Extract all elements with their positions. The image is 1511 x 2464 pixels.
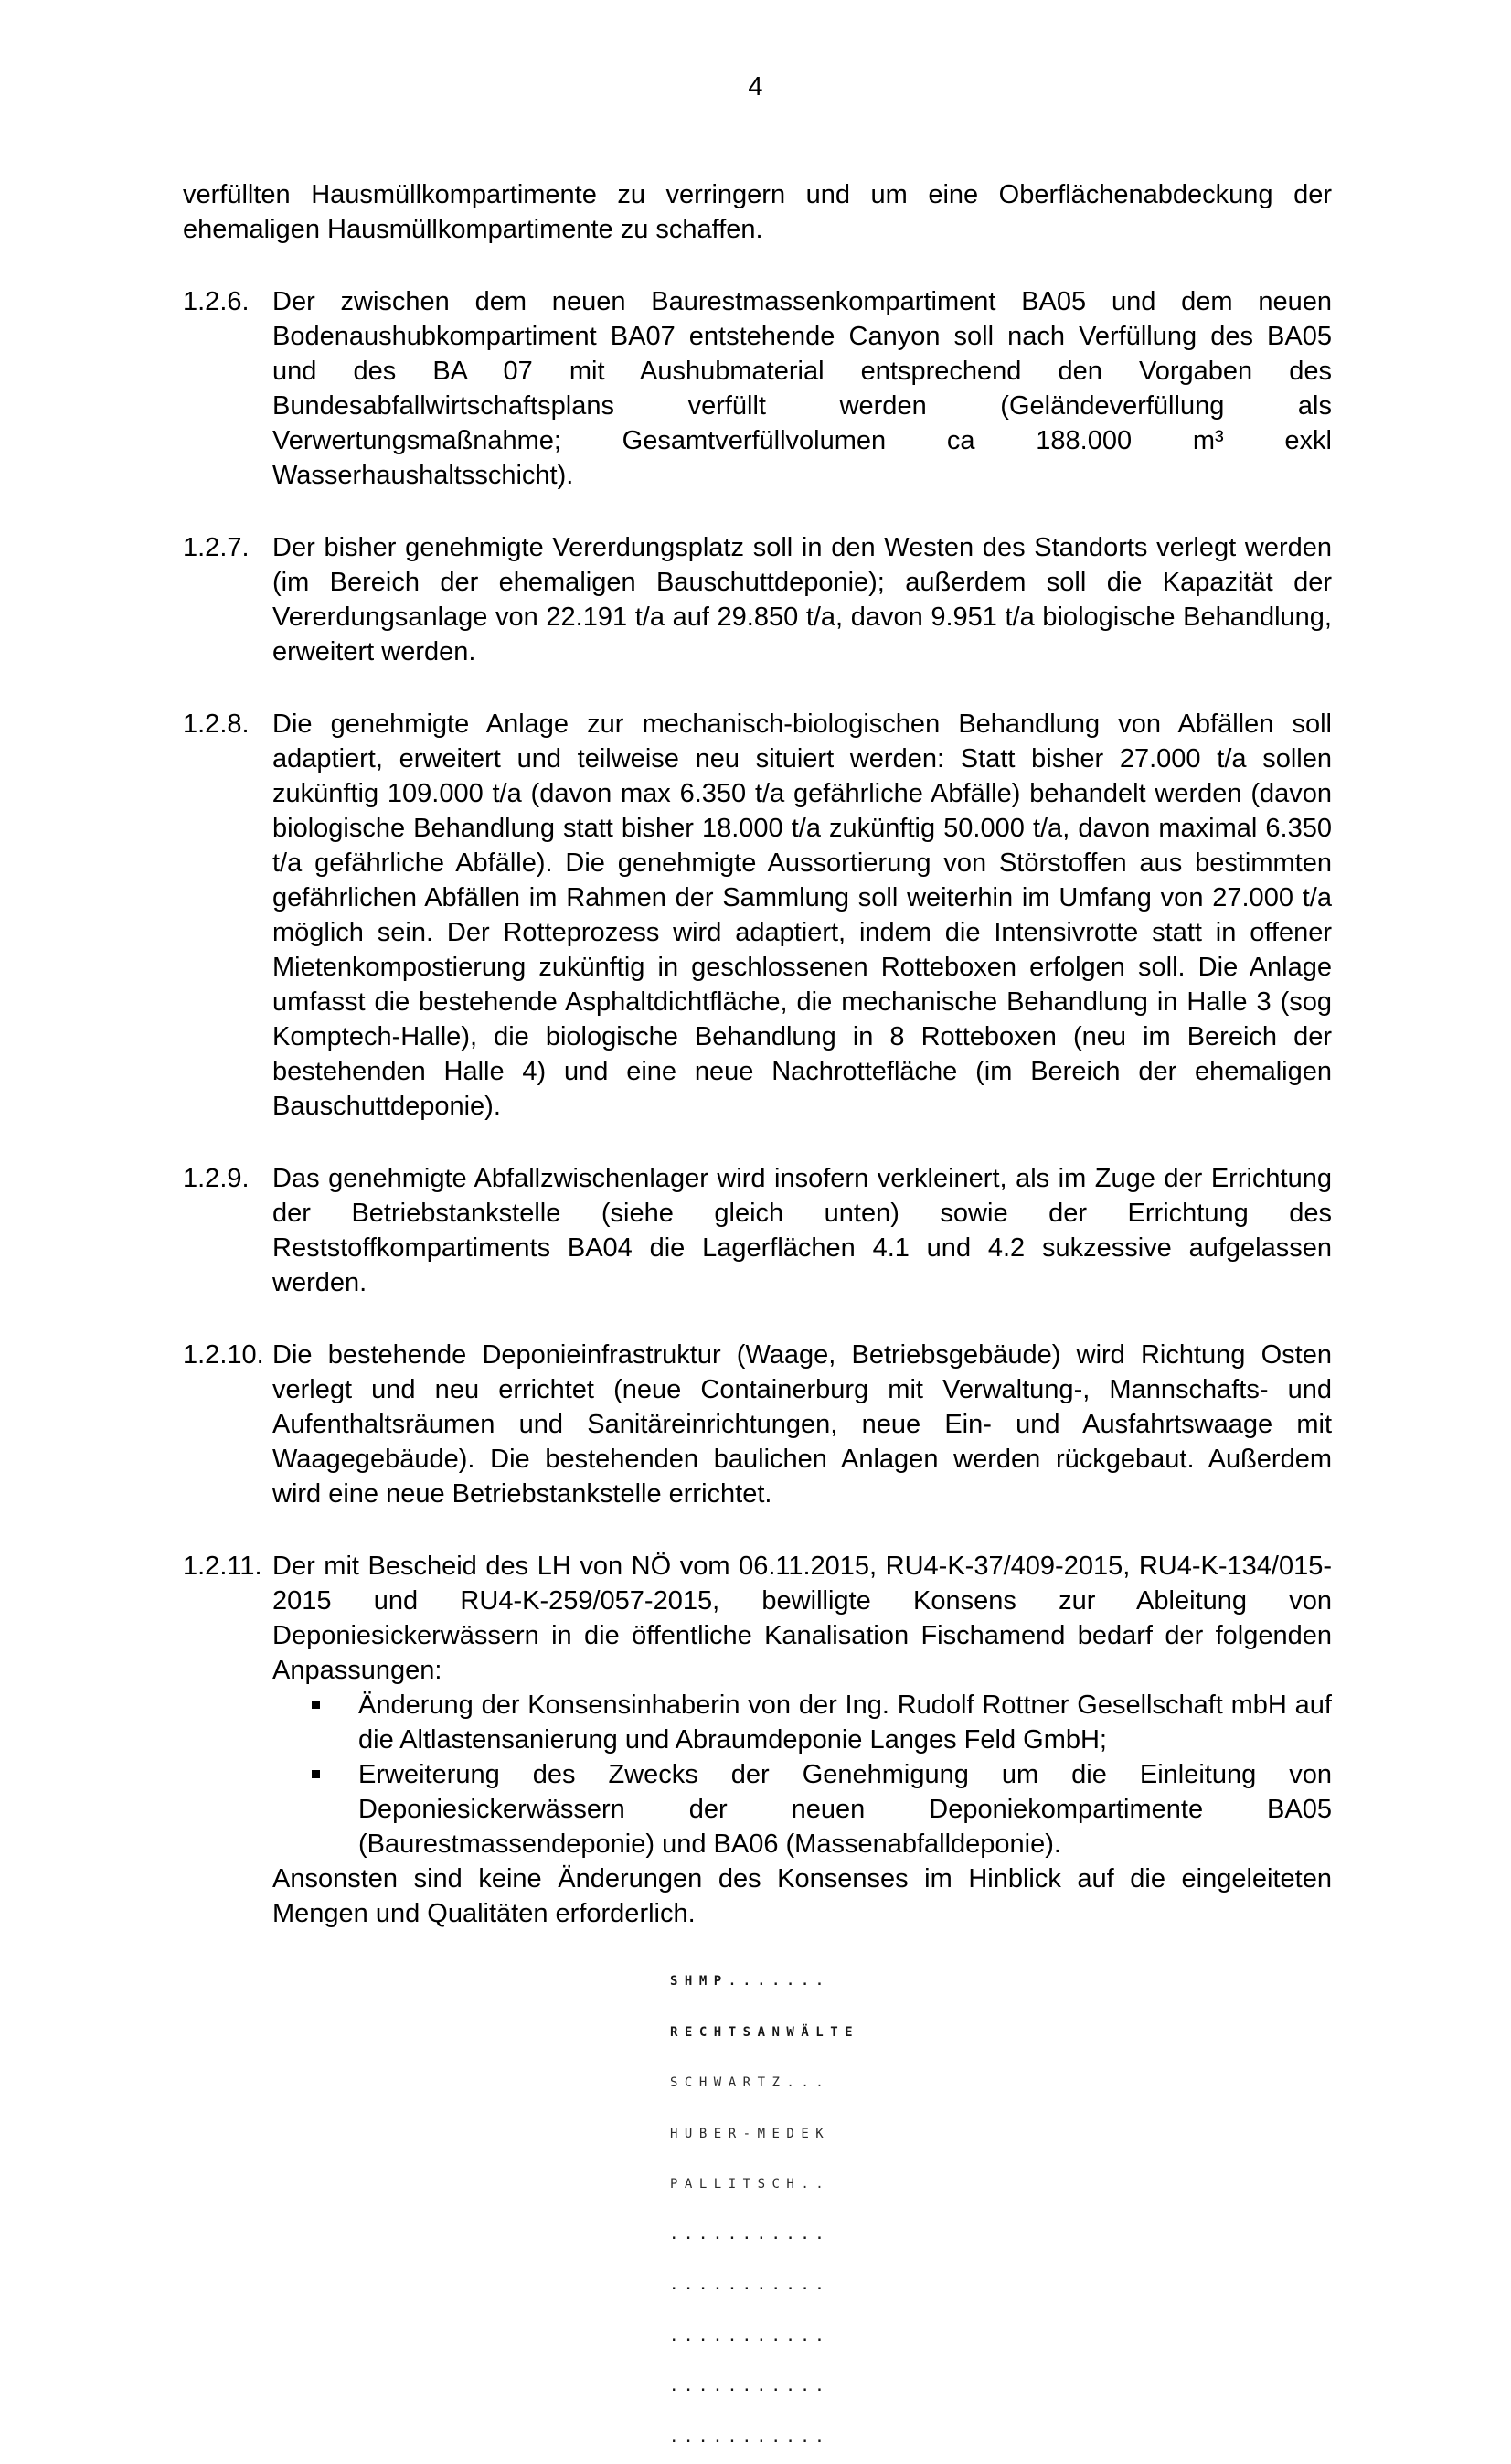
- paragraph-text: Der mit Bescheid des LH von NÖ vom 06.11.2015, RU4-K-37/409-2015, RU4-K-134/015-2015 und RU4-K-259/057-2015, bewilligte Konsens zur Ableitung von Deponiesickerwässern in die öffentliche Kanalisation Fischamend bedarf der folgenden Anpassungen:: [272, 1552, 1332, 1685]
- paragraph-number: 1.2.11.: [183, 1552, 262, 1581]
- paragraph-text: Die genehmigte Anlage zur mechanisch-biologischen Behandlung von Abfällen soll adaptiert, erweitert und teilweise neu situiert werden: Statt bisher 27.000 t/a sollen zukünftig 109.000 t/a (davon max 6.350 t/a gefährliche Abfälle) behandelt werden (davon biologische Behandlung statt bisher 18.000 t/a zukünftig 50.000 t/a, davon maximal 6.350 t/a gefährliche Abfälle). Die genehmigte Aussortierung von Störstoffen aus bestimmten gefährlichen Abfällen im Rahmen der Sammlung soll weiterhin im Umfang von 27.000 t/a möglich sein. Der Rotteprozess wird adaptiert, indem die Intensivrotte statt in offener Mietenkompostierung zukünftig in geschlossenen Rotteboxen erfolgen soll. Die Anlage umfasst die bestehende Asphaltdichtfläche, die mechanische Behandlung in Halle 3 (sog Komptech-Halle), die biologische Behandlung in 8 Rotteboxen (neu im Bereich der bestehenden Halle 4) und eine neue Nachrottefläche (im Bereich der ehemaligen Bauschuttdeponie).: [272, 709, 1332, 1121]
- numbered-paragraph-1-2-7: [183, 530, 1332, 669]
- numbered-paragraph-1-2-8: [183, 707, 1332, 1124]
- paragraph-number: 1.2.10.: [183, 1340, 264, 1370]
- logo-line-shmp: SHMP.......: [670, 1974, 831, 1989]
- logo-dot-row: ...........: [670, 2329, 831, 2344]
- numbered-paragraph-1-2-9: [183, 1161, 1332, 1300]
- logo-line-huber-medek: HUBER-MEDEK: [670, 2126, 831, 2141]
- numbered-paragraph-1-2-10: [183, 1338, 1332, 1511]
- logo-dot-row: ...........: [670, 2227, 831, 2243]
- logo-line-pallitsch: PALLITSCH..: [670, 2177, 831, 2192]
- numbered-paragraph-1-2-6: [183, 284, 1332, 493]
- bullet-square-icon: [312, 1701, 320, 1709]
- bullet-square-icon: [312, 1770, 320, 1778]
- paragraph-closing-text: Ansonsten sind keine Änderungen des Konsenses im Hinblick auf die eingeleiteten Mengen und Qualitäten erforderlich.: [272, 1864, 1332, 1928]
- paragraph-text: Der bisher genehmigte Vererdungsplatz soll in den Westen des Standorts verlegt werden (im Bereich der ehemaligen Bauschuttdeponie); außerdem soll die Kapazität der Vererdungsanlage von 22.191 t/a auf 29.850 t/a, davon 9.951 t/a biologische Behandlung, erweitert werden.: [272, 533, 1332, 667]
- paragraph-number: 1.2.6.: [183, 287, 250, 316]
- bullet-text: Erweiterung des Zwecks der Genehmigung um die Einleitung von Deponiesickerwässern der neuen Deponiekompartimente BA05 (Baurestmassendeponie) und BA06 (Massenabfalldeponie).: [358, 1760, 1332, 1859]
- list-item: [272, 1688, 1332, 1757]
- paragraph-text: Der zwischen dem neuen Baurestmassenkompartiment BA05 und dem neuen Bodenaushubkompartiment BA07 entstehende Canyon soll nach Verfüllung des BA05 und des BA 07 mit Aushubmaterial entsprechend den Vorgaben des Bundesabfallwirtschaftsplans verfüllt werden (Geländeverfüllung als Verwertungsmaßnahme; Gesamtverfüllvolumen ca 188.000 m³ exkl Wasserhaushaltsschicht).: [272, 287, 1332, 490]
- logo-dot-row: ...........: [670, 2278, 831, 2293]
- paragraph-number: 1.2.7.: [183, 533, 250, 562]
- paragraph-text: Die bestehende Deponieinfrastruktur (Waage, Betriebsgebäude) wird Richtung Osten verlegt und neu errichtet (neue Containerburg mit Verwaltung-, Mannschafts- und Aufenthaltsräumen und Sanitäreinrichtungen, neue Ein- und Ausfahrtswaage mit Waagegebäude). Die bestehenden baulichen Anlagen werden rückgebaut. Außerdem wird eine neue Betriebstankstelle errichtet.: [272, 1340, 1332, 1509]
- logo-line-rechtsanwaelte: RECHTSANWÄLTE: [670, 2024, 860, 2040]
- bullet-text: Änderung der Konsensinhaberin von der Ing. Rudolf Rottner Gesellschaft mbH auf die Altlastensanierung und Abraumdeponie Langes Feld GmbH;: [358, 1691, 1332, 1755]
- paragraph-number: 1.2.9.: [183, 1164, 250, 1193]
- document-body: [183, 177, 1332, 1931]
- logo-line-schwartz: SCHWARTZ...: [670, 2075, 831, 2090]
- shmp-law-firm-logo: [670, 1939, 859, 2464]
- numbered-paragraph-1-2-11: [183, 1549, 1332, 1931]
- logo-dot-row: ...........: [670, 2380, 831, 2395]
- paragraph-intro-continuation: verfüllten Hausmüllkompartimente zu verringern und um eine Oberflächenabdeckung der ehemaligen Hausmüllkompartimente zu schaffen.: [183, 180, 1332, 244]
- page-number: 4: [748, 72, 763, 101]
- logo-dot-row: ...........: [670, 2430, 831, 2446]
- paragraph-number: 1.2.8.: [183, 709, 250, 739]
- list-item: [272, 1757, 1332, 1861]
- paragraph-text: Das genehmigte Abfallzwischenlager wird insofern verkleinert, als im Zuge der Errichtung der Betriebstankstelle (siehe gleich unten) sowie der Errichtung des Reststoffkompartiments BA04 die Lagerflächen 4.1 und 4.2 sukzessive aufgelassen werden.: [272, 1164, 1332, 1297]
- bullet-list: [272, 1688, 1332, 1861]
